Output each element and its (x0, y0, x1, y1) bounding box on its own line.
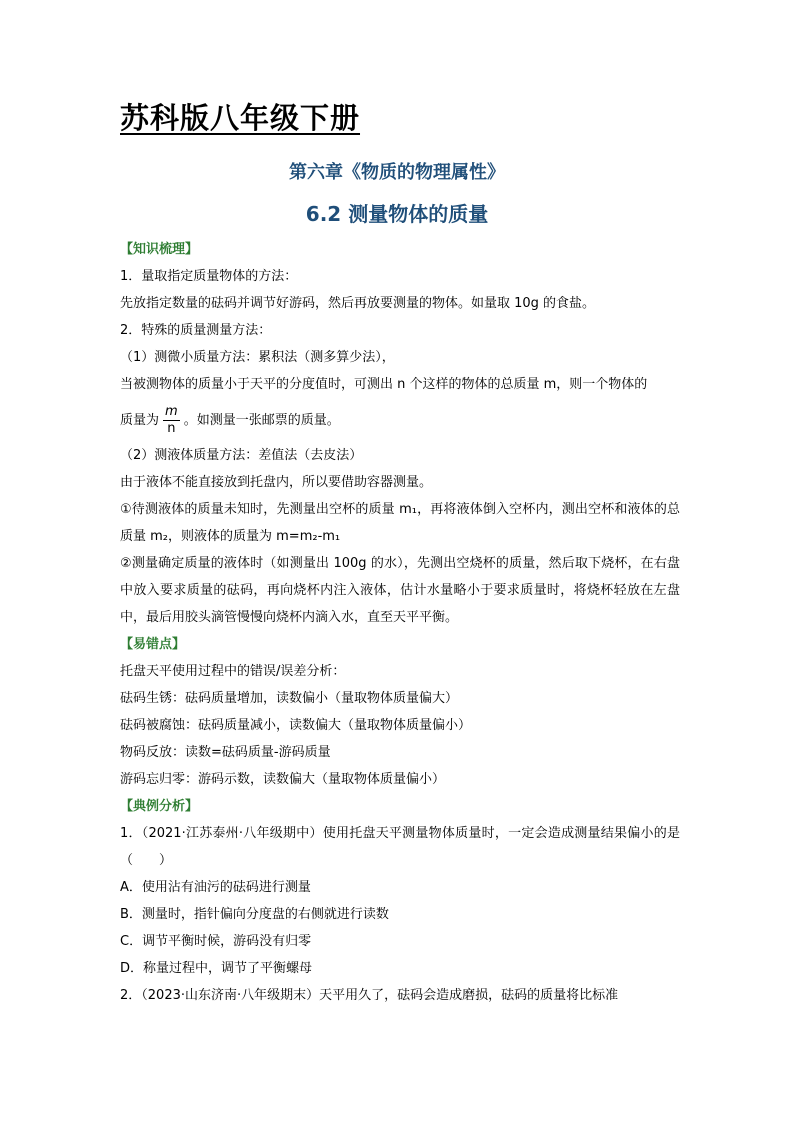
mistake-line: 砝码被腐蚀：砝码质量减小，读数偏大（量取物体质量偏小） (120, 718, 472, 733)
fraction-denominator: n (167, 420, 176, 436)
formula-suffix: 。如测量一张邮票的质量。 (183, 412, 340, 428)
fraction (163, 404, 180, 437)
mistake-line: 物码反放：读数=砝码质量-游码质量 (120, 745, 331, 760)
option-b: B．测量时，指针偏向分度盘的右侧就进行读数 (120, 907, 389, 922)
knowledge-point-1: ①待测液体的质量未知时，先测量出空杯的质量 m₁，再将液体倒入空杯内，测出空杯和液体的总质量 m₂，则液体的质量为 m=m₂-m₁ (120, 502, 680, 544)
option-a: A．使用沾有油污的砝码进行测量 (120, 880, 311, 895)
mistake-line: 托盘天平使用过程中的错误/误差分析： (120, 664, 346, 679)
mistake-line: 砝码生锈：砝码质量增加，读数偏小（量取物体质量偏大） (120, 691, 459, 706)
document-title: 苏科版八年级下册 (120, 101, 361, 135)
question-2: 2．（2023·山东济南·八年级期末）天平用久了，砝码会造成磨损，砝码的质量将比标准 (120, 988, 619, 1003)
option-d: D．称量过程中，调节了平衡螺母 (120, 961, 313, 976)
mistakes-heading: 【易错点】 (120, 637, 186, 652)
examples-heading: 【典例分析】 (120, 799, 199, 814)
section-title: 6.2 测量物体的质量 (305, 202, 489, 226)
question-1: 1．（2021·江苏泰州·八年级期中）使用托盘天平测量物体质量时，一定会造成测量结果偏小的是（ ） (120, 826, 680, 868)
knowledge-text: 当被测物体的质量小于天平的分度值时，可测出 n 个这样的物体的总质量 m，则一个物体的 (120, 377, 648, 392)
document-body (120, 236, 680, 1009)
mistake-line: 游码忘归零：游码示数，读数偏大（量取物体质量偏小） (120, 772, 446, 787)
knowledge-item-2: 2．特殊的质量测量方法： (120, 323, 272, 338)
fraction-numerator: m (165, 403, 178, 419)
knowledge-text: 由于液体不能直接放到托盘内，所以要借助容器测量。 (120, 475, 433, 490)
mass-formula-line (120, 398, 680, 442)
knowledge-point-2: ②测量确定质量的液体时（如测量出 100g 的水），先测出空烧杯的质量，然后取下烧杯，在右盘中放入要求质量的砝码，再向烧杯内注入液体，估计水量略小于要求质量时，将烧杯轻放在左盘中，最后用胶头滴管慢慢向烧杯内滴入水，直至天平平衡。 (120, 556, 680, 625)
knowledge-item-1: 1．量取指定质量物体的方法： (120, 269, 298, 284)
knowledge-subitem-2: （2）测液体质量方法：差值法（去皮法） (120, 448, 363, 463)
knowledge-heading: 【知识梳理】 (120, 242, 199, 257)
knowledge-text: 先放指定数量的砝码并调节好游码，然后再放要测量的物体。如量取 10g 的食盐。 (120, 296, 596, 311)
formula-prefix: 质量为 (120, 412, 160, 428)
knowledge-subitem-1: （1）测微小质量方法：累积法（测多算少法）， (120, 350, 395, 365)
option-c: C．调节平衡时候，游码没有归零 (120, 934, 312, 949)
chapter-title: 第六章《物质的物理属性》 (289, 162, 505, 183)
